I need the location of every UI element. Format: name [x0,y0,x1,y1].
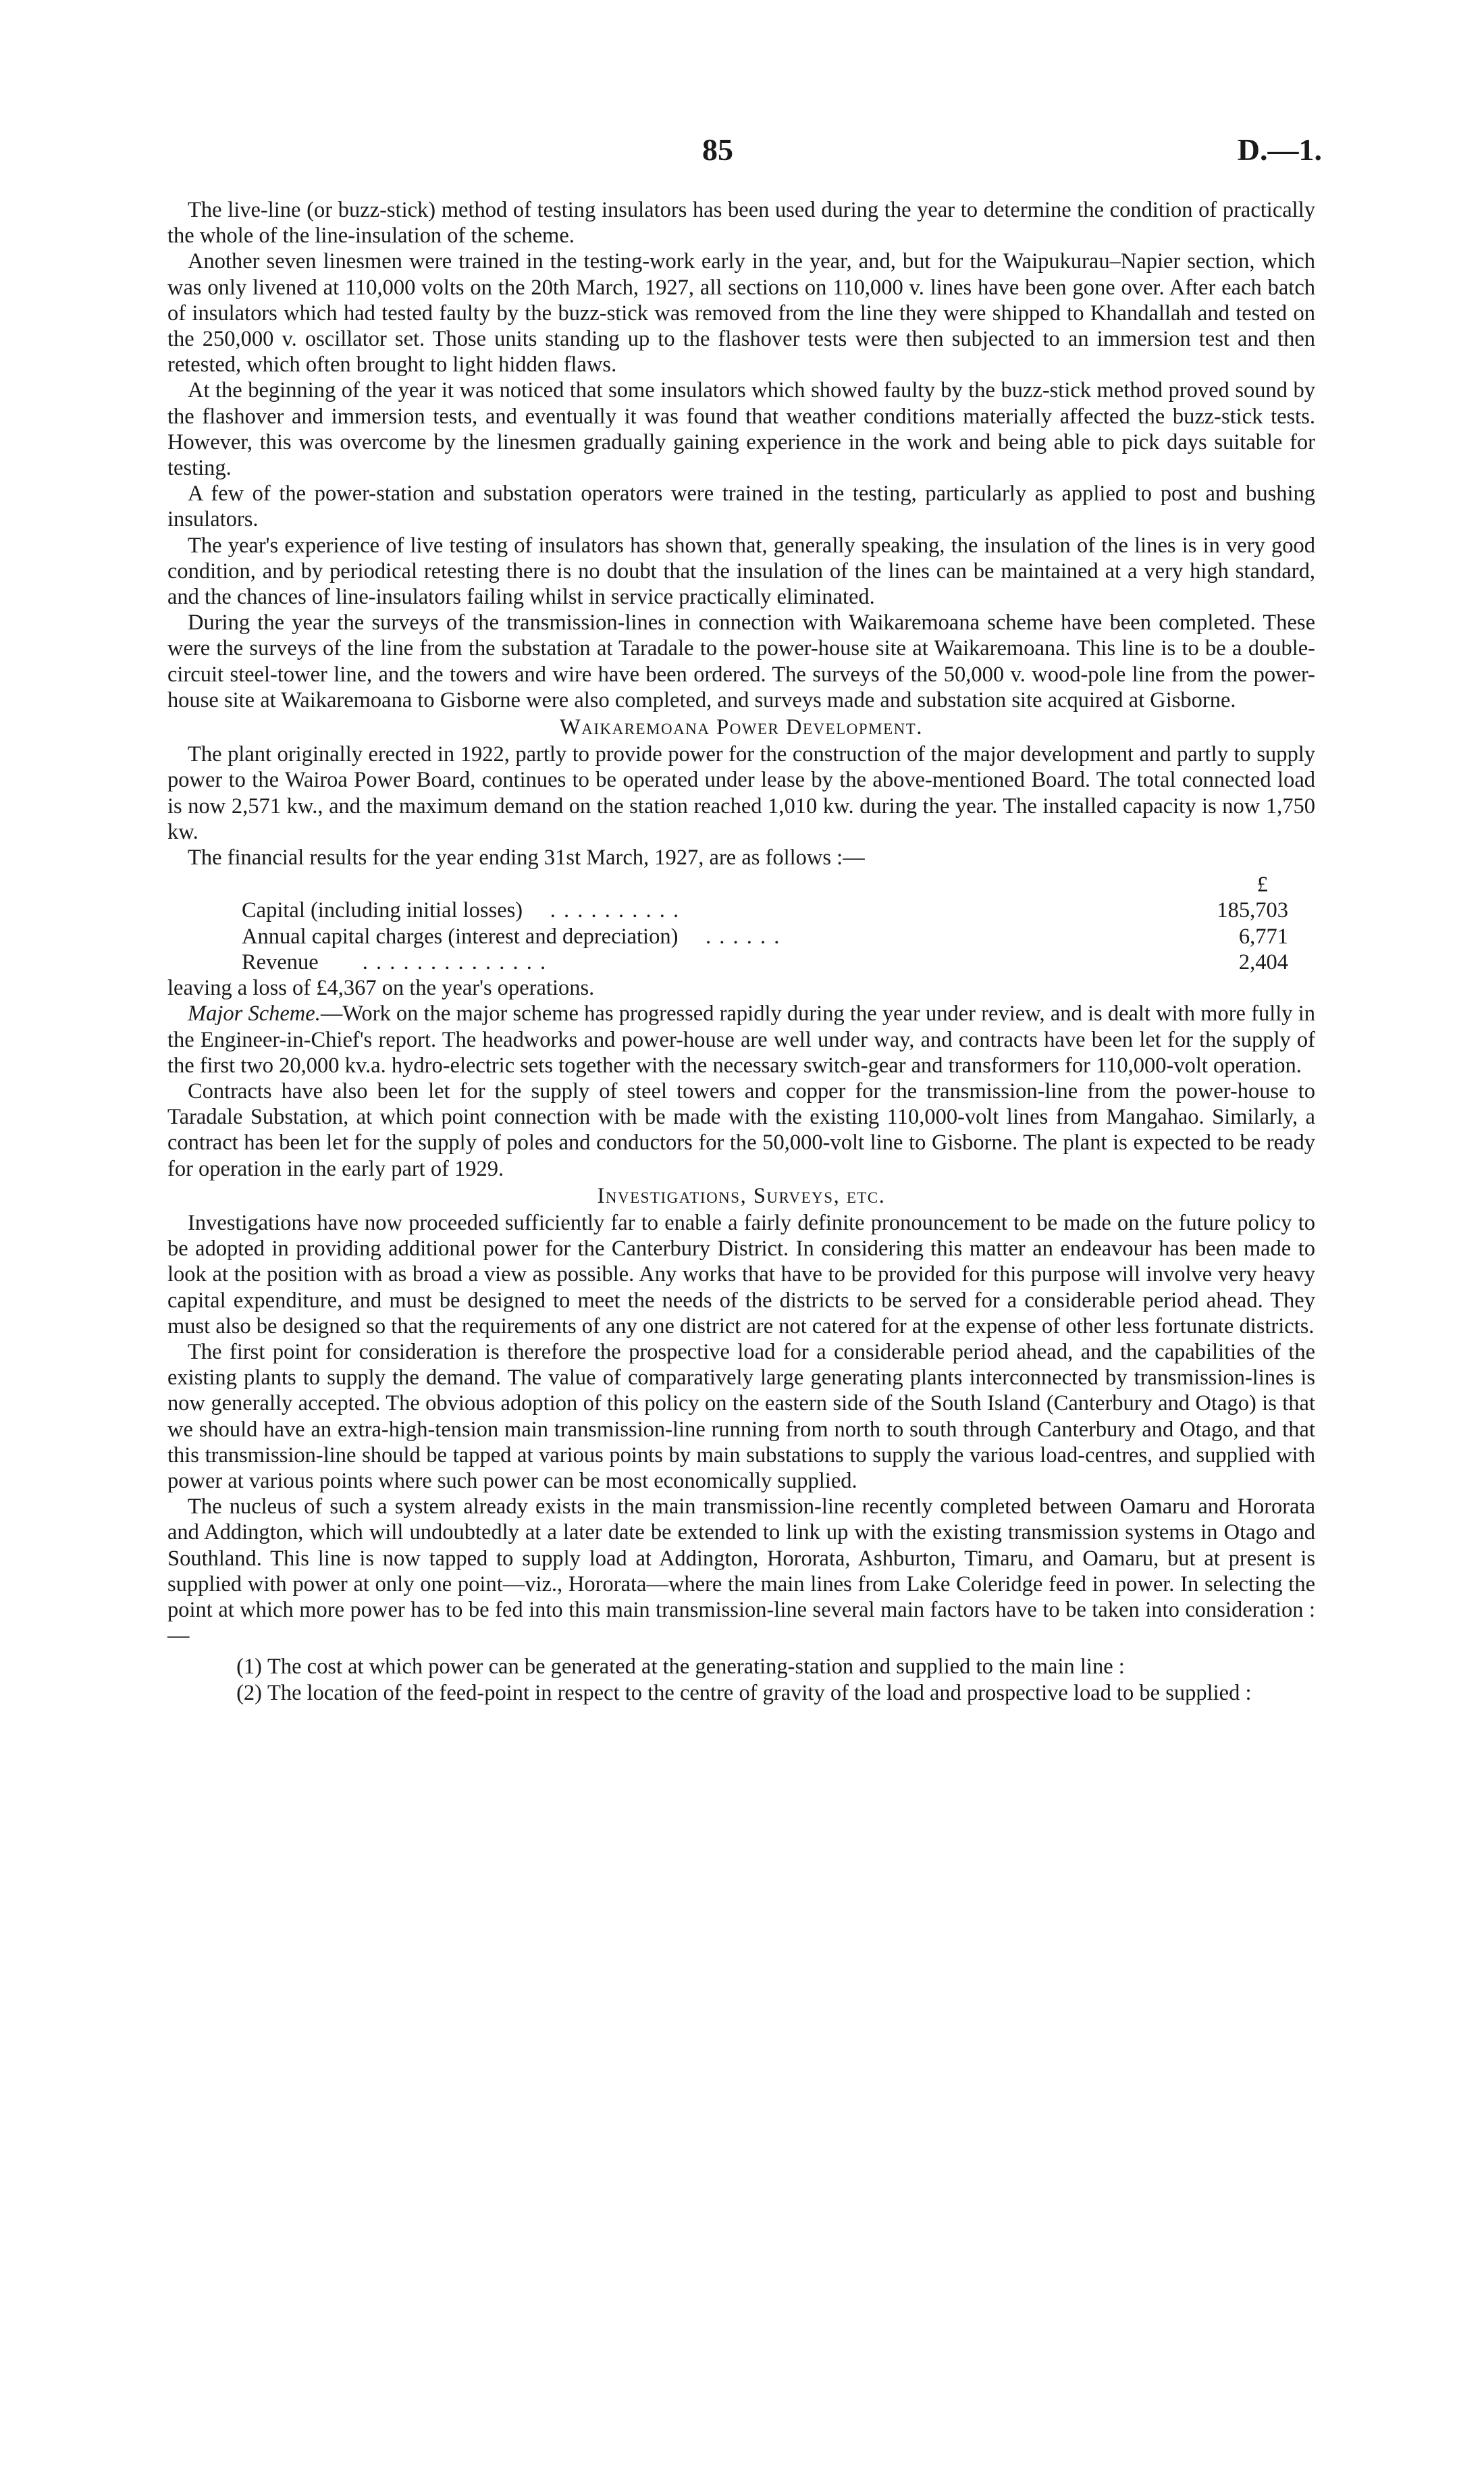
page-number: 85 [702,132,733,167]
paragraph: At the beginning of the year it was noticed that some insulators which showed faulty by the buzz-stick method proved sound by the flashover and immersion tests, and eventually it was found that weather conditions materially affected the buzz-stick tests. However, this was overcome by the linesmen gradually gaining experience in the work and being able to pick days suitable for testing. [167,378,1315,481]
dot-leader: . . . . . . [706,924,781,949]
list-item [167,1654,1315,1680]
list-item-number: (1) [236,1655,262,1680]
paragraph: During the year the surveys of the transmission-lines in connection with Waikaremoana scheme have been completed. These were the surveys of the line from the substation at Taradale to the power-house site at Waikaremoana. This line is to be a double-circuit steel-tower line, and the towers and wire have been ordered. The surveys of the 50,000 v. wood-pole line from the power-house site at Waikaremoana to Gisborne were also completed, and surveys made and substation site acquired at Gisborne. [167,610,1315,712]
row-amount: 6,771 [1238,924,1288,949]
paragraph: The financial results for the year ending 31st March, 1927, are as follows :— [188,845,865,870]
page-header [0,132,1484,179]
paragraph: The year's experience of live testing of insulators has shown that, generally speaking, the insulation of the lines is in very good condition, and by periodical retesting there is no doubt that the insulation of the lines can be maintained at a very high standard, and the chances of line-insulators failing whilst in service practically eliminated. [167,533,1315,610]
table-row [167,897,1315,923]
major-scheme-label: Major Scheme. [188,1001,321,1026]
paragraph: The plant originally erected in 1922, partly to provide power for the construction of the major development and partly to supply power to the Wairoa Power Board, continues to be operated under lease by the above-mentioned Board. The total connected load is now 2,571 kw., and the maximum demand on the station reached 1,010 kw. during the year. The installed capacity is now 1,750 kw. [167,742,1315,844]
financial-result-line: leaving a loss of £4,367 on the year's operations. [167,976,595,1001]
factors-list [167,1654,1315,1705]
row-amount: 2,404 [1238,949,1288,974]
dot-leader: . . . . . . . . . . . . . . [362,949,548,974]
paragraph: Investigations have now proceeded sufficiently far to enable a fairly definite pronouncement to be made on the future policy to be adopted in providing additional power for the Canterbury District. In considering this matter an endeavour has been made to look at the position with as broad a view as possible. Any works that have to be provided for this purpose will involve very heavy capital expenditure, and must be designed to meet the needs of the districts to be served for a considerable period ahead. They must also be designed so that the requirements of any one district are not catered for at the expense of other less fortunate districts. [167,1210,1315,1338]
paragraph: The nucleus of such a system already exists in the main transmission-line recently completed between Oamaru and Hororata and Addington, which will undoubtedly at a later date be extended to link up with the existing transmission systems in Otago and Southland. This line is now tapped to supply load at Addington, Hororata, Ashburton, Timaru, and Oamaru, but at present is supplied with power at only one point—viz., Hororata—where the main lines from Lake Coleridge feed in power. In selecting the point at which more power has to be fed into this main transmission-line several main factors have to be taken into consideration :— [167,1494,1315,1648]
list-item-text: The location of the feed-point in respect to the centre of gravity of the load and prospective load to be supplied : [267,1680,1252,1705]
section-heading-waikaremoana: Waikaremoana Power Development. [560,715,923,740]
paragraph-major-scheme [167,1001,1315,1078]
currency-symbol: £ [1256,873,1268,897]
paragraph: The live-line (or buzz-stick) method of testing insulators has been used during the year to determine the condition of practically the whole of the line-insulation of the scheme. [167,198,1315,249]
major-scheme-text: —Work on the major scheme has progressed rapidly during the year under review, and is dealt with more fully in the Engineer-in-Chief's report. The headworks and power-house are well under way, and contracts have been let for the supply of the first two 20,000 kv.a. hydro-electric sets together with the necessary switch-gear and transformers for 110,000-volt operation. [167,1001,1315,1078]
currency-row [167,872,1315,897]
list-item-text: The cost at which power can be generated at the generating-station and supplied to the main line : [267,1655,1125,1680]
row-label: Revenue [242,949,319,974]
row-amount: 185,703 [1217,898,1288,923]
list-item-number: (2) [236,1680,262,1705]
paragraph: The first point for consideration is therefore the prospective load for a considerable period ahead, and the capabilities of the existing plants to supply the demand. The value of comparatively large generating plants interconnected by transmission-lines is now generally accepted. The obvious adoption of this policy on the eastern side of the South Island (Canterbury and Otago) is that we should have an extra-high-tension main transmission-line running from north to south through Canterbury and Otago, and that this transmission-line should be tapped at various points by main substations to supply the various load-centres, and supplied with power at various points where such power can be most economically supplied. [167,1339,1315,1493]
paragraph: A few of the power-station and substation operators were trained in the testing, particularly as applied to post and bushing insulators. [167,481,1315,532]
paragraph: Another seven linesmen were trained in the testing-work early in the year, and, but for the Waipukurau–Napier section, which was only livened at 110,000 volts on the 20th March, 1927, all sections on 110,000 v. lines have been gone over. After each batch of insulators which had tested faulty by the buzz-stick was removed from the line they were shipped to Khandallah and tested on the 250,000 v. oscillator set. Those units standing up to the flashover tests were then subjected to an immersion test and then retested, which often brought to light hidden flaws. [167,249,1315,378]
dot-leader: . . . . . . . . . . [550,898,681,923]
financial-results-table [167,872,1315,975]
row-label: Capital (including initial losses) [242,898,523,923]
list-item [167,1680,1315,1706]
section-heading-investigations: Investigations, Surveys, etc. [597,1183,886,1208]
row-label: Annual capital charges (interest and depreciation) [242,924,679,949]
document-reference: D.—1. [1237,132,1322,167]
paragraph: Contracts have also been let for the supply of steel towers and copper for the transmission-line from the power-house to Taradale Substation, at which point connection with be made with the existing 110,000-volt lines from Mangahao. Similarly, a contract has been let for the supply of poles and conductors for the 50,000-volt line to Gisborne. The plant is expected to be ready for operation in the early part of 1929. [167,1078,1315,1181]
table-row [167,949,1315,975]
table-row [167,924,1315,949]
body-text [167,197,1315,1706]
